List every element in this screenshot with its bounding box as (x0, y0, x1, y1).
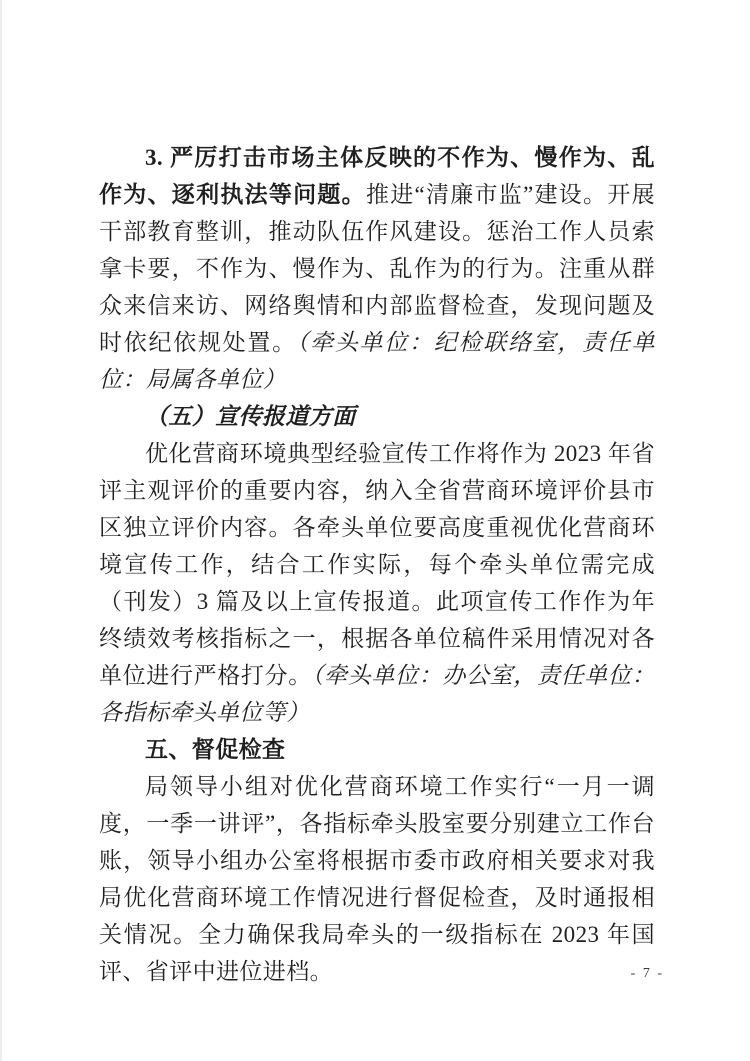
paragraph-enforcement-body: 推进“清廉市监”建设。开展干部教育整训，推动队伍作风建设。惩治工作人员索拿卡要，不作为、慢作为、乱作为的行为。注重从群众来信来访、网络舆情和内部监督检查，发现问题及时依纪依规处置。 (99, 182, 655, 355)
paragraph-enforcement-lead: 3. 严厉打击市场主体反映的不作为、慢作为、乱作为、逐利执法等问题。 (99, 145, 655, 207)
heading-propaganda-section: （五）宣传报道方面 (145, 404, 356, 429)
paragraph-enforcement (99, 139, 655, 398)
heading-supervision-section: 五、督促检查 (145, 736, 286, 762)
paragraph-propaganda-attribution: （牵头单位：办公室，责任单位：各指标牵头单位等） (99, 663, 655, 725)
paragraph-propaganda (99, 435, 655, 731)
paragraph-supervision: 局领导小组对优化营商环境工作实行“一月一调度，一季一讲评”，各指标牵头股室要分别建立工作台账，领导小组办公室将根据市委市政府相关要求对我局优化营商环境工作情况进行督促检查，及时通报相关情况。全力确保我局牵头的一级指标在 2023 年国评、省评中进位进档。 (99, 774, 655, 984)
paragraph-propaganda-body: 优化营商环境典型经验宣传工作将作为 2023 年省评主观评价的重要内容，纳入全省营商环境评价县市区独立评价内容。各牵头单位要高度重视优化营商环境宣传工作，结合工作实际，每个牵头单位需完成（刊发）3 篇及以上宣传报道。此项宣传工作作为年终绩效考核指标之一，根据各单位稿件采用情况对各单位进行严格打分。 (99, 441, 655, 688)
paragraph-enforcement-attribution: （牵头单位：纪检联络室，责任单位：局属各单位） (99, 330, 656, 392)
page-number: - 7 - (630, 966, 664, 981)
